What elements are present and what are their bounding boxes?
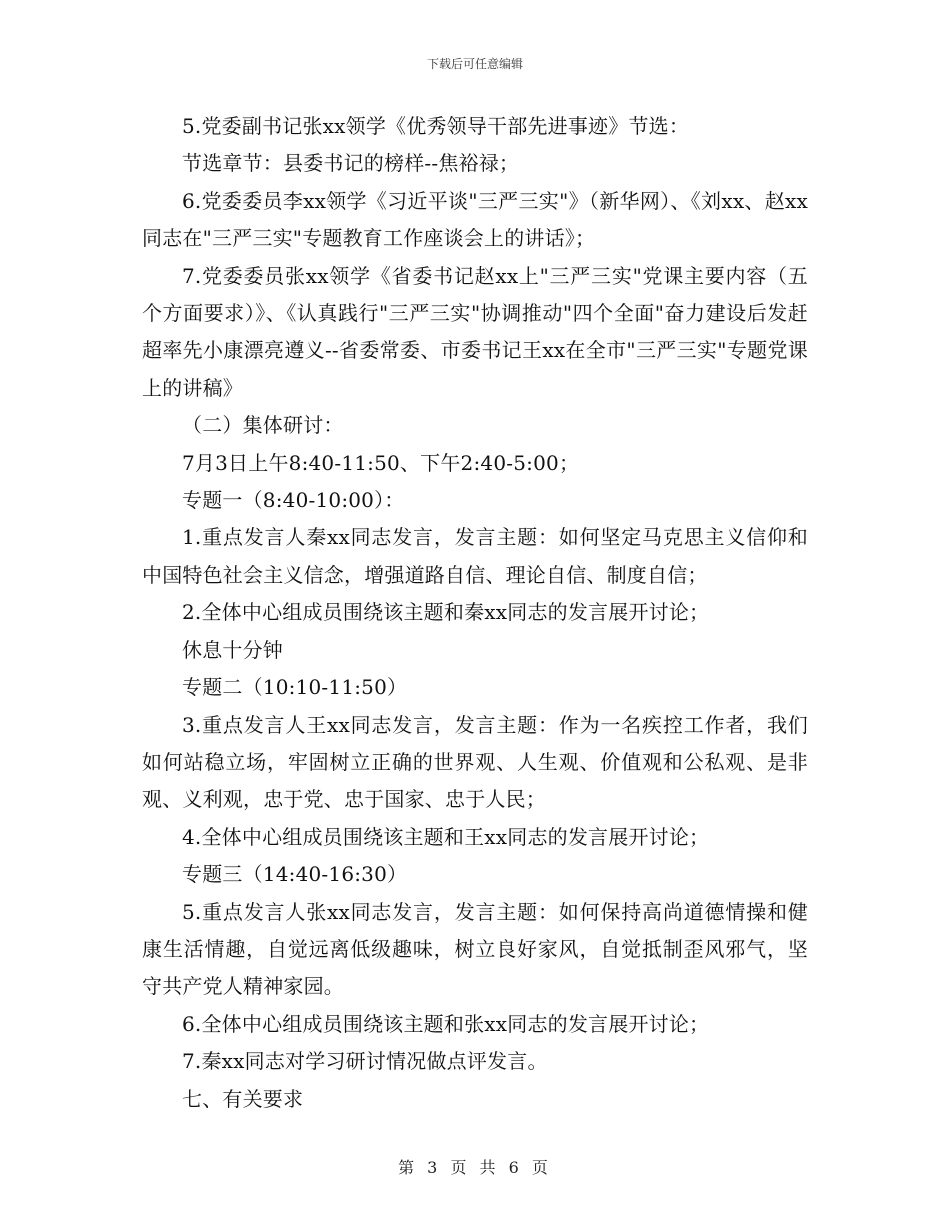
paragraph-14: 专题三（14:40-16:30）	[182, 862, 408, 887]
paragraph-10: 休息十分钟	[182, 637, 283, 662]
paragraph-17: 7.秦xx同志对学习研讨情况做点评发言。	[182, 1049, 548, 1074]
paragraph-13: 4.全体中心组成员围绕该主题和王xx同志的发言展开讨论；	[182, 824, 710, 849]
paragraph-16: 6.全体中心组成员围绕该主题和张xx同志的发言展开讨论；	[182, 1011, 710, 1036]
section-heading-requirements: 七、有关要求	[182, 1086, 304, 1111]
page-number-footer: 第 3 页 共 6 页	[398, 1158, 552, 1177]
paragraph-6: 7月3日上午8:40-11:50、下午2:40-5:00；	[182, 450, 580, 475]
paragraph-3: 6.党委委员李xx领学《习近平谈"三严三实"》（新华网）、《刘xx、赵xx同志在"三严三实"专题教育工作座谈会上的讲话》；	[142, 188, 808, 251]
paragraph-12: 3.重点发言人王xx同志发言，发言主题：作为一名疾控工作者，我们如何站稳立场，牢固树立正确的世界观、人生观、价值观和公私观、是非观、义利观，忠于党、忠于国家、忠于人民；	[142, 712, 808, 812]
paragraph-5: （二）集体研讨：	[182, 413, 344, 438]
paragraph-1: 5.党委副书记张xx领学《优秀领导干部先进事迹》节选：	[182, 114, 690, 138]
page-header: 下载后可任意编辑	[426, 57, 523, 71]
paragraph-11: 专题二（10:10-11:50）	[182, 675, 408, 700]
paragraph-4: 7.党委委员张xx领学《省委书记赵xx上"三严三实"党课主要内容（五个方面要求）》、《认真践行"三严三实"协调推动"四个全面"奋力建设后发赶超率先小康漂亮遵义--省委常委、市委书记王xx在全市"三严三实"专题党课上的讲稿》	[142, 263, 808, 400]
paragraph-7: 专题一（8:40-10:00）：	[182, 488, 405, 513]
paragraph-8: 1.重点发言人秦xx同志发言，发言主题：如何坚定马克思主义信仰和中国特色社会主义信念，增强道路自信、理论自信、制度自信；	[142, 525, 808, 587]
paragraph-15: 5.重点发言人张xx同志发言，发言主题：如何保持高尚道德情操和健康生活情趣，自觉远离低级趣味，树立良好家风，自觉抵制歪风邪气，坚守共产党人精神家园。	[142, 899, 808, 999]
document-body	[142, 108, 808, 1118]
paragraph-2: 节选章节：县委书记的榜样--焦裕禄；	[182, 151, 520, 176]
paragraph-9: 2.全体中心组成员围绕该主题和秦xx同志的发言展开讨论；	[182, 600, 710, 625]
